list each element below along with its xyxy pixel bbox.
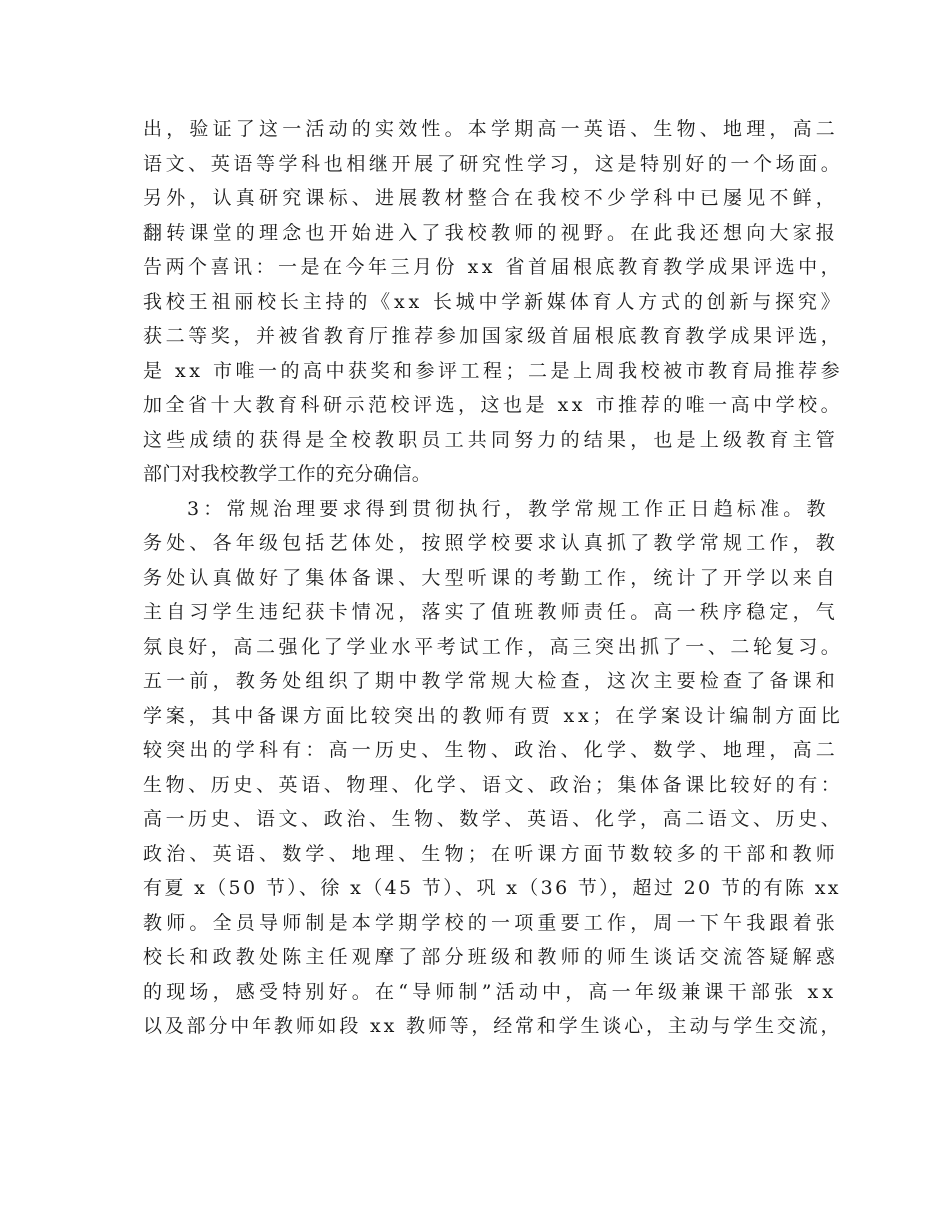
text-line: 教师。全员导师制是本学期学校的一项重要工作，周一下午我跟着张 [143,911,840,934]
text-line: 政治、英语、数学、地理、生物；在听课方面节数较多的干部和教师 [143,842,840,865]
text-line: 高一历史、语文、政治、生物、数学、英语、化学，高二语文、历史、 [143,808,844,830]
text-line: 五一前，教务处组织了期中教学常规大检查，这次主要检查了备课和 [143,670,840,692]
text-line: 出，验证了这一活动的实效性。本学期高一英语、生物、地理，高二 [143,118,840,140]
text-line: 以及部分中年教师如段 xx 教师等，经常和学生谈心，主动与学生交流， [143,1015,843,1037]
text-line: 获二等奖，并被省教育厅推荐参加国家级首届根底教育教学成果评选， [143,325,844,347]
text-line: 部门对我校教学工作的充分确信。 [143,463,432,485]
text-line: 氛良好，高二强化了学业水平考试工作，高三突出抓了一、二轮复习。 [143,635,844,658]
text-line: 翻转课堂的理念也开始进入了我校教师的视野。在此我还想向大家报 [143,221,840,244]
text-line: 主自习学生违纪获卡情况，落实了值班教师责任。高一秩序稳定，气 [143,601,840,623]
text-line: 的现场，感受特别好。在“导师制”活动中，高一年级兼课干部张 xx [143,980,838,1003]
text-line: 有夏 x（50 节）、徐 x（45 节）、巩 x（36 节），超过 20 节的有陈 xx [143,877,841,899]
text-line: 是 xx 市唯一的高中获奖和参评工程；二是上周我校被市教育局推荐参 [143,359,844,382]
text-line: 学案，其中备课方面比较突出的教师有贾 xx；在学案设计编制方面比 [143,704,844,727]
text-line: 务处认真做好了集体备课、大型听课的考勤工作，统计了开学以来自 [143,566,840,589]
text-line: 务处、各年级包括艺体处，按照学校要求认真抓了教学常规工作，教 [143,532,840,554]
text-line: 另外，认真研究课标、进展教材整合在我校不少学科中已屡见不鲜， [143,187,840,209]
body-text [143,112,843,1044]
text-line: 3：常规治理要求得到贯彻执行，教学常规工作正日趋标准。教 [187,497,830,520]
text-line: 加全省十大教育科研示范校评选，这也是 xx 市推荐的唯一高中学校。 [143,394,844,416]
text-line: 语文、英语等学科也相继开展了研究性学习，这是特别好的一个场面。 [143,152,844,175]
text-line: 较突出的学科有：高一历史、生物、政治、化学、数学、地理，高二 [143,739,840,761]
text-line: 这些成绩的获得是全校教职员工共同努力的结果，也是上级教育主管 [143,428,840,451]
text-line: 校长和政教处陈主任观摩了部分班级和教师的师生谈话交流答疑解惑 [143,946,840,968]
text-line: 告两个喜讯：一是在今年三月份 xx 省首届根底教育教学成果评选中， [143,256,844,278]
text-line: 生物、历史、英语、物理、化学、语文、政治；集体备课比较好的有： [143,773,844,796]
text-line: 我校王祖丽校长主持的《xx 长城中学新媒体育人方式的创新与探究》 [143,290,844,313]
